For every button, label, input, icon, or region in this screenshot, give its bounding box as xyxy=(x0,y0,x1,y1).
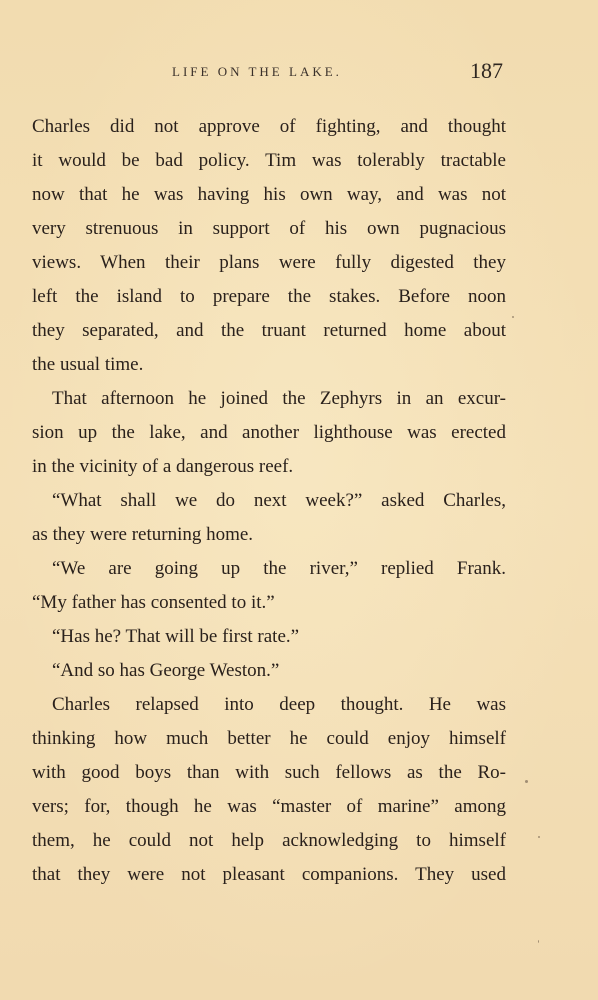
text-line: them, he could not help acknowledging to himself xyxy=(32,830,506,851)
paper-speck xyxy=(525,780,528,783)
paper-speck xyxy=(512,316,514,318)
running-title: LIFE ON THE LAKE. xyxy=(172,64,342,79)
running-head xyxy=(0,58,598,88)
paper-speck xyxy=(538,940,539,943)
text-line: Charles did not approve of fighting, and thought xyxy=(32,116,506,137)
text-line: thinking how much better he could enjoy himself xyxy=(32,728,506,749)
text-line: with good boys than with such fellows as the Ro- xyxy=(32,762,506,783)
text-line: it would be bad policy. Tim was tolerably tractable xyxy=(32,150,506,171)
text-line: “My father has consented to it.” xyxy=(32,592,275,613)
text-line: very strenuous in support of his own pugnacious xyxy=(32,218,506,239)
body-text xyxy=(32,110,506,892)
text-line: “We are going up the river,” replied Frank. xyxy=(52,558,506,579)
text-line: that they were not pleasant companions. They used xyxy=(32,864,506,885)
text-line: “Has he? That will be first rate.” xyxy=(52,626,300,647)
text-line: views. When their plans were fully digested they xyxy=(32,252,506,273)
text-line: the usual time. xyxy=(32,354,144,375)
text-line: “What shall we do next week?” asked Charles, xyxy=(52,490,506,511)
text-line: Charles relapsed into deep thought. He was xyxy=(52,694,506,715)
text-line: they separated, and the truant returned home about xyxy=(32,320,506,341)
paper-speck xyxy=(538,836,540,838)
text-line: now that he was having his own way, and was not xyxy=(32,184,506,205)
page-number: 187 xyxy=(470,58,503,83)
text-line: “And so has George Weston.” xyxy=(52,660,280,681)
text-line: vers; for, though he was “master of marine” among xyxy=(32,796,506,817)
text-line: sion up the lake, and another lighthouse was erected xyxy=(32,422,506,443)
text-line: That afternoon he joined the Zephyrs in an excur- xyxy=(52,388,506,409)
text-line: as they were returning home. xyxy=(32,524,254,545)
text-line: in the vicinity of a dangerous reef. xyxy=(32,456,294,477)
text-line: left the island to prepare the stakes. Before noon xyxy=(32,286,506,307)
